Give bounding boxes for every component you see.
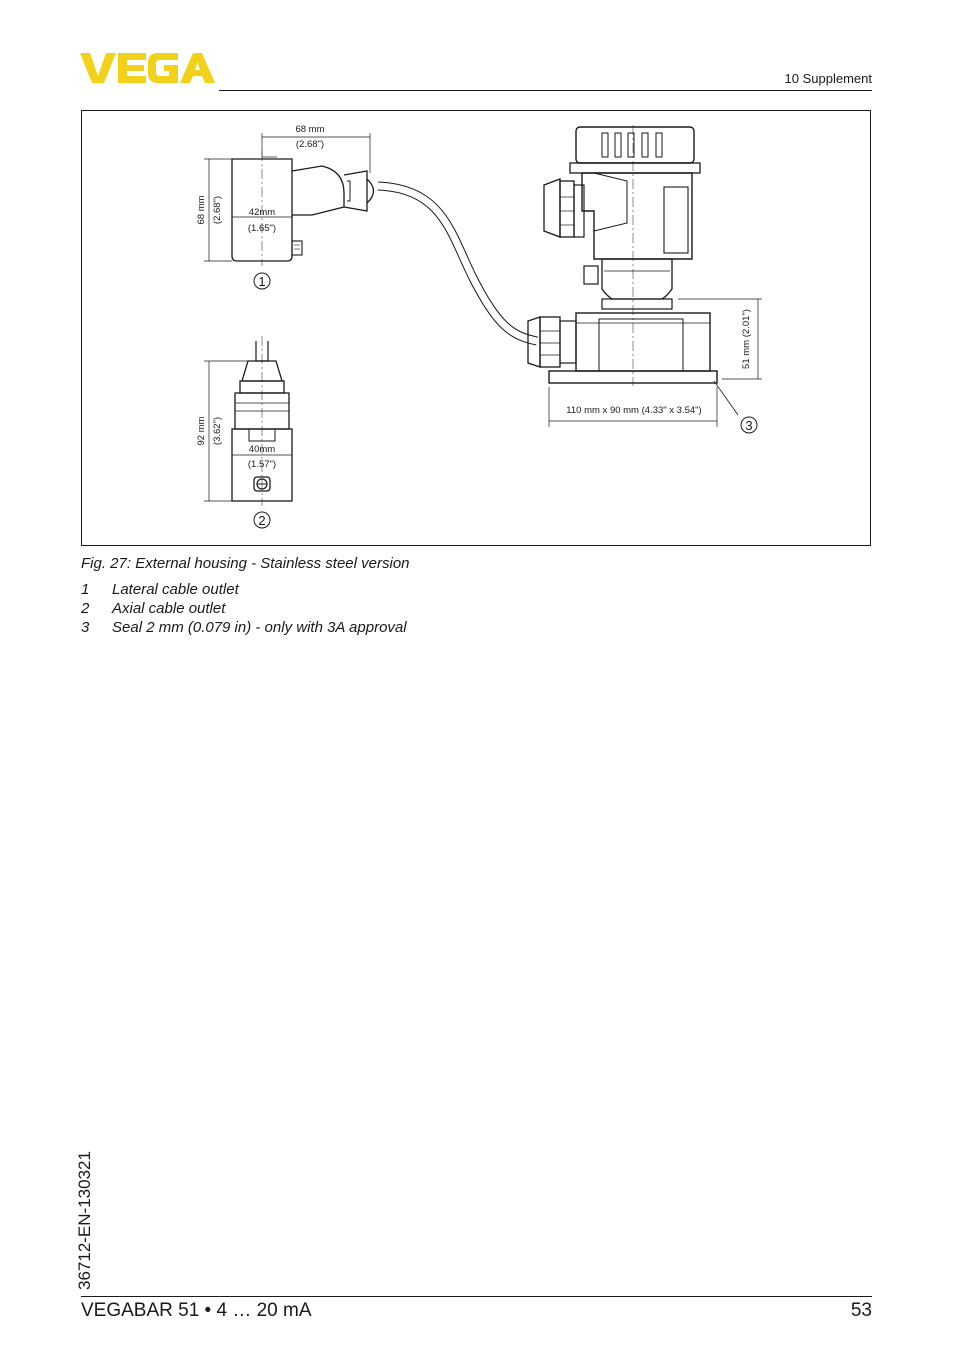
- connection-cable: [378, 186, 537, 341]
- section-label: 10 Supplement: [784, 71, 872, 86]
- callout-2-label: 2: [258, 513, 266, 528]
- dim-92mm: 92 mm: [196, 416, 207, 446]
- vega-logo: [80, 50, 215, 86]
- dim-42mm-in: (1.65"): [247, 223, 277, 234]
- dim-40mm: 40mm: [248, 444, 276, 455]
- dim-42mm: 42mm: [248, 207, 276, 218]
- lateral-outlet-drawing: [204, 133, 374, 266]
- header-rule: [219, 90, 872, 91]
- legend-text: Lateral cable outlet: [112, 581, 239, 598]
- callout-1: [254, 273, 270, 289]
- callout-2: [254, 512, 270, 528]
- dim-68mm-width-in: (2.68"): [295, 139, 325, 150]
- legend-text: Axial cable outlet: [112, 600, 226, 617]
- legend-item-3: [81, 619, 581, 639]
- figure-frame: [81, 110, 871, 546]
- dim-92mm-in: (3.62"): [212, 416, 223, 446]
- dim-68mm-height: 68 mm: [196, 195, 207, 225]
- figure-caption: Fig. 27: External housing - Stainless steel version: [81, 555, 410, 572]
- legend-item-1: [81, 581, 581, 601]
- dim-40mm-in: (1.57"): [247, 459, 277, 470]
- dim-68mm-height-in: (2.68"): [212, 195, 223, 225]
- legend-item-2: [81, 600, 581, 620]
- technical-drawing: [82, 111, 872, 547]
- footer-rule: [81, 1296, 872, 1297]
- legend-number: 1: [81, 581, 90, 598]
- legend-text: Seal 2 mm (0.079 in) - only with 3A approval: [112, 619, 407, 636]
- sensor-housing-drawing: [528, 125, 762, 427]
- dim-68mm-width: 68 mm: [295, 124, 325, 135]
- callout-3: [741, 417, 757, 433]
- dim-51mm: 51 mm (2.01"): [741, 309, 752, 369]
- legend-number: 2: [81, 600, 90, 617]
- document-id: 36712-EN-130321: [75, 1151, 94, 1290]
- callout-1-label: 1: [258, 274, 266, 289]
- callout-3-label: 3: [745, 418, 753, 433]
- vega-logo-mark: [80, 50, 215, 86]
- dim-base-plate: 110 mm x 90 mm (4.33" x 3.54"): [566, 405, 702, 416]
- page-number: 53: [850, 1300, 872, 1321]
- legend-number: 3: [81, 619, 90, 636]
- footer-product-name: VEGABAR 51 • 4 … 20 mA: [81, 1300, 312, 1321]
